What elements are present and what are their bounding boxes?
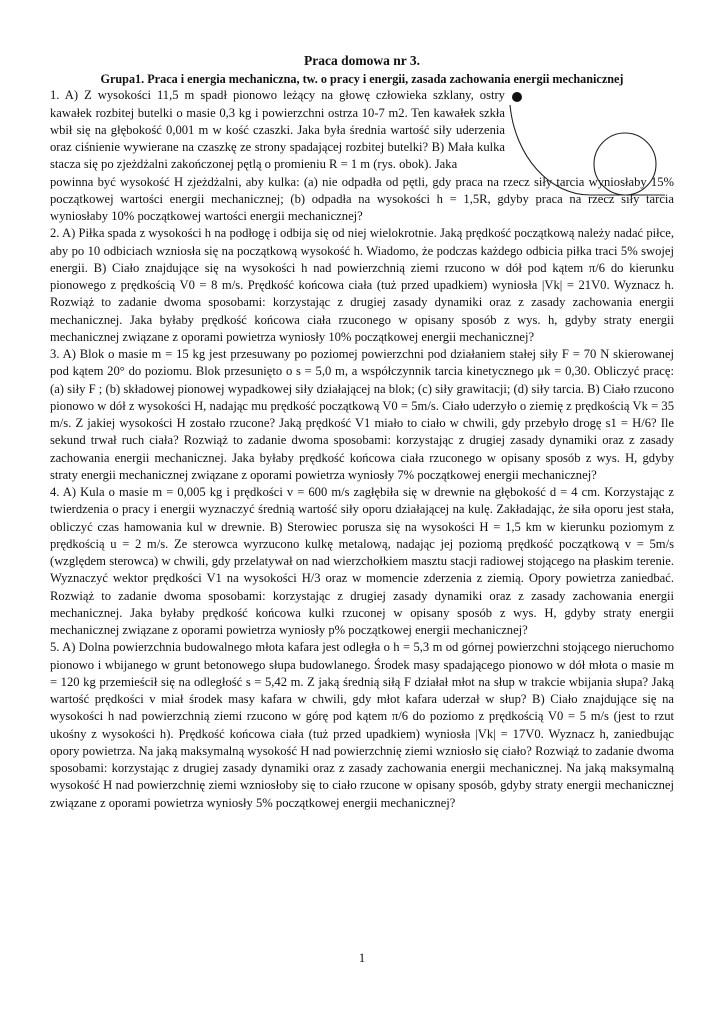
task-4-number: 4.: [50, 485, 60, 500]
task-2-text: A) Piłka spada z wysokości h na podłogę i odbija się od niej wielokrotnie. Jaką prędkość początkową należy nadać piłce, aby po 10 odbiciach wzniosła się na początkową wysokość h. Wiadomo, że podczas każdego odbicia piłka traci 5% swojej energii. B) Ciało znajdujące się na wysokości h nad powierzchnią ziemi rzucono w dół pod kątem π/6 do kierunku pionowego z prędkością V0 = 8 m/s. Prędkość końcowa ciała (tuż przed upadkiem) wyniosła |Vk| = 21V0. Wyznacz h. Rozwiąż to zadanie dwoma sposobami: korzystając z drugiej zasady dynamiki oraz z zasady zachowania energii mechanicznej. Jaka byłaby prędkość końcowa ciała rzuconego w opisany sposób z wys. h, gdyby straty energii mechanicznej związane z oporami powietrza wyniosły 10% początkowej energii mechanicznej?: [50, 226, 674, 344]
task-5: [50, 639, 674, 812]
task-5-text: A) Dolna powierzchnia budowalnego młota kafara jest odległa o h = 5,3 m od górnej powierzchni stojącego nieruchomo pionowo i wbijanego w grunt betonowego słupa budowlanego. Środek masy spadającego pionowo w dół młota o masie m = 120 kg przemieścił się na odległość s = 5,42 m. Z jaką średnią siłą F działał młot na słup w trakcie wbijania słupa? Jaką wartość prędkości v miał środek masy kafara w chwili, gdy młot kafara uderzał w słup? B) Ciało znajdujące się na wysokości h nad powierzchnią ziemi rzucono w górę pod kątem π/6 do poziomo z prędkością V0 = 5 m/s (jest to rzut ukośny z wysokości h). Prędkość końcowa ciała (tuż przed upadkiem) wyniosła |Vk| = 17V0. Wyznacz h, zaniedbując opory powietrza. Na jaką maksymalną wysokość H nad powierzchnię ziemi wzniosło się ciało? Rozwiąż to zadanie dwoma sposobami: korzystając z drugiej zasady dynamiki oraz z zasady zachowania energii mechanicznej. Na jaką maksymalną wysokość H nad powierzchnię ziemi wzniosłoby się to ciało rzucone w opisany sposób, gdyby straty energii mechanicznej związane z oporami powietrza wyniosły 5% początkowej energii mechanicznej?: [50, 640, 674, 810]
slide-track: [510, 105, 665, 195]
page-title: Praca domowa nr 3.: [304, 53, 420, 68]
task-3-number: 3.: [50, 347, 60, 362]
task-2: [50, 225, 674, 346]
document-page: [50, 52, 674, 812]
task-3: [50, 346, 674, 484]
task-1-part-a: [50, 87, 505, 173]
task-1-number: 1.: [50, 88, 60, 103]
ball-icon: [512, 92, 522, 102]
task-4-text: A) Kula o masie m = 0,005 kg i prędkości v = 600 m/s zagłębiła się w drewnie na głębokość d = 4 cm. Korzystając z twierdzenia o pracy i energii wyznaczyć średnią wartość siły oporu działającej na kulę. Zakładając, że siła oporu jest stała, obliczyć czas hamowania kul w drewnie. B) Sterowiec porusza się na wysokości H = 1,5 km w kierunku poziomym z prędkością u = 2 m/s. Ze sterowca wyrzucono kulkę metalową, nadając jej poziomą prędkość początkową v = 5m/s (względem sterowca) w chwili, gdy przelatywał on nad wierzchołkiem masztu stacji radiowej stojącego na płaskim terenie. Wyznaczyć wektor prędkości V1 na wysokości H/3 oraz w momencie zderzenia z ziemią. Opory powietrza zaniedbać. Rozwiąż to zadanie dwoma sposobami: korzystając z drugiej zasady dynamiki oraz z zasady zachowania energii mechanicznej. Jaka byłaby prędkość końcowa kulki rzuconej w opisany sposób z wys. H, gdyby straty energii mechanicznej związane z oporami powietrza wyniosły p% początkowej energii mechanicznej?: [50, 485, 674, 638]
task-1-block: [50, 87, 674, 173]
task-2-number: 2.: [50, 226, 60, 241]
task-1-text-a: A) Z wysokości 11,5 m spadł pionowo leżący na głowę człowieka szklany, ostry kawałek rozbitej butelki o masie 0,3 kg i powierzchni ostrza 10-7 m2. Ten kawałek szkła wbił się na głębokość 0,001 m w kość czaszki. Jaka była średnia wartość siły uderzenia oraz ciśnienie wywierane na czaszkę ze strony spadającej rozbitej butelki? B) Mała kulka stacza się po zjeżdżalni zakończonej pętlą o promieniu R = 1 m (rys. obok). Jaka: [50, 88, 505, 172]
task-3-text: A) Blok o masie m = 15 kg jest przesuwany po poziomej powierzchni pod działaniem stałej siły F = 70 N skierowanej pod kątem 20° do poziomu. Blok przesunięto o s = 5,0 m, a współczynnik tarcia kinetycznego μk = 0,30. Obliczyć pracę: (a) siły F ; (b) składowej pionowej wypadkowej siły działającej na blok; (c) siły grawitacji; (d) siły tarcia. B) Ciało rzucono pionowo w dół z wysokości H, nadając mu prędkość początkową V0 = 5m/s. Ciało uderzyło o ziemię z prędkością Vk = 35 m/s. Z jakiej wysokości H zostało rzucone? Jaką prędkość V1 miało to ciało w chwili, gdy przebyło drogę s1 = H/6? Ile sekund trwał ruch ciała? Rozwiąż to zadanie dwoma sposobami: korzystając z drugiej zasady dynamiki oraz z zasady zachowania energii mechanicznej. Jaka byłaby prędkość końcowa ciała rzuconego w opisany sposób z wys. H, gdyby straty energii mechanicznej związane z oporami powietrza wyniosły 7% początkowej energii mechanicznej?: [50, 347, 674, 482]
loop-track-figure: [505, 87, 675, 227]
task-1-part-b: powinna być wysokość H zjeżdżalni, aby kulka: (a) nie odpadła od pętli, gdy praca na rzecz siły tarcia wyniosłaby 15% początkowej wartości energii mechanicznej; (b) odpadła na wysokości h = 1,5R, gdyby praca na rzecz siły tarcia wyniosłaby 10% początkowej wartości energii mechanicznej?: [50, 174, 674, 224]
loop-circle: [594, 133, 656, 195]
page-number: 1: [358, 950, 366, 965]
task-4: [50, 484, 674, 639]
task-5-number: 5.: [50, 640, 60, 655]
page-subtitle: Grupa1. Praca i energia mechaniczna, tw. o pracy i energii, zasada zachowania energii mechanicznej: [100, 71, 624, 86]
